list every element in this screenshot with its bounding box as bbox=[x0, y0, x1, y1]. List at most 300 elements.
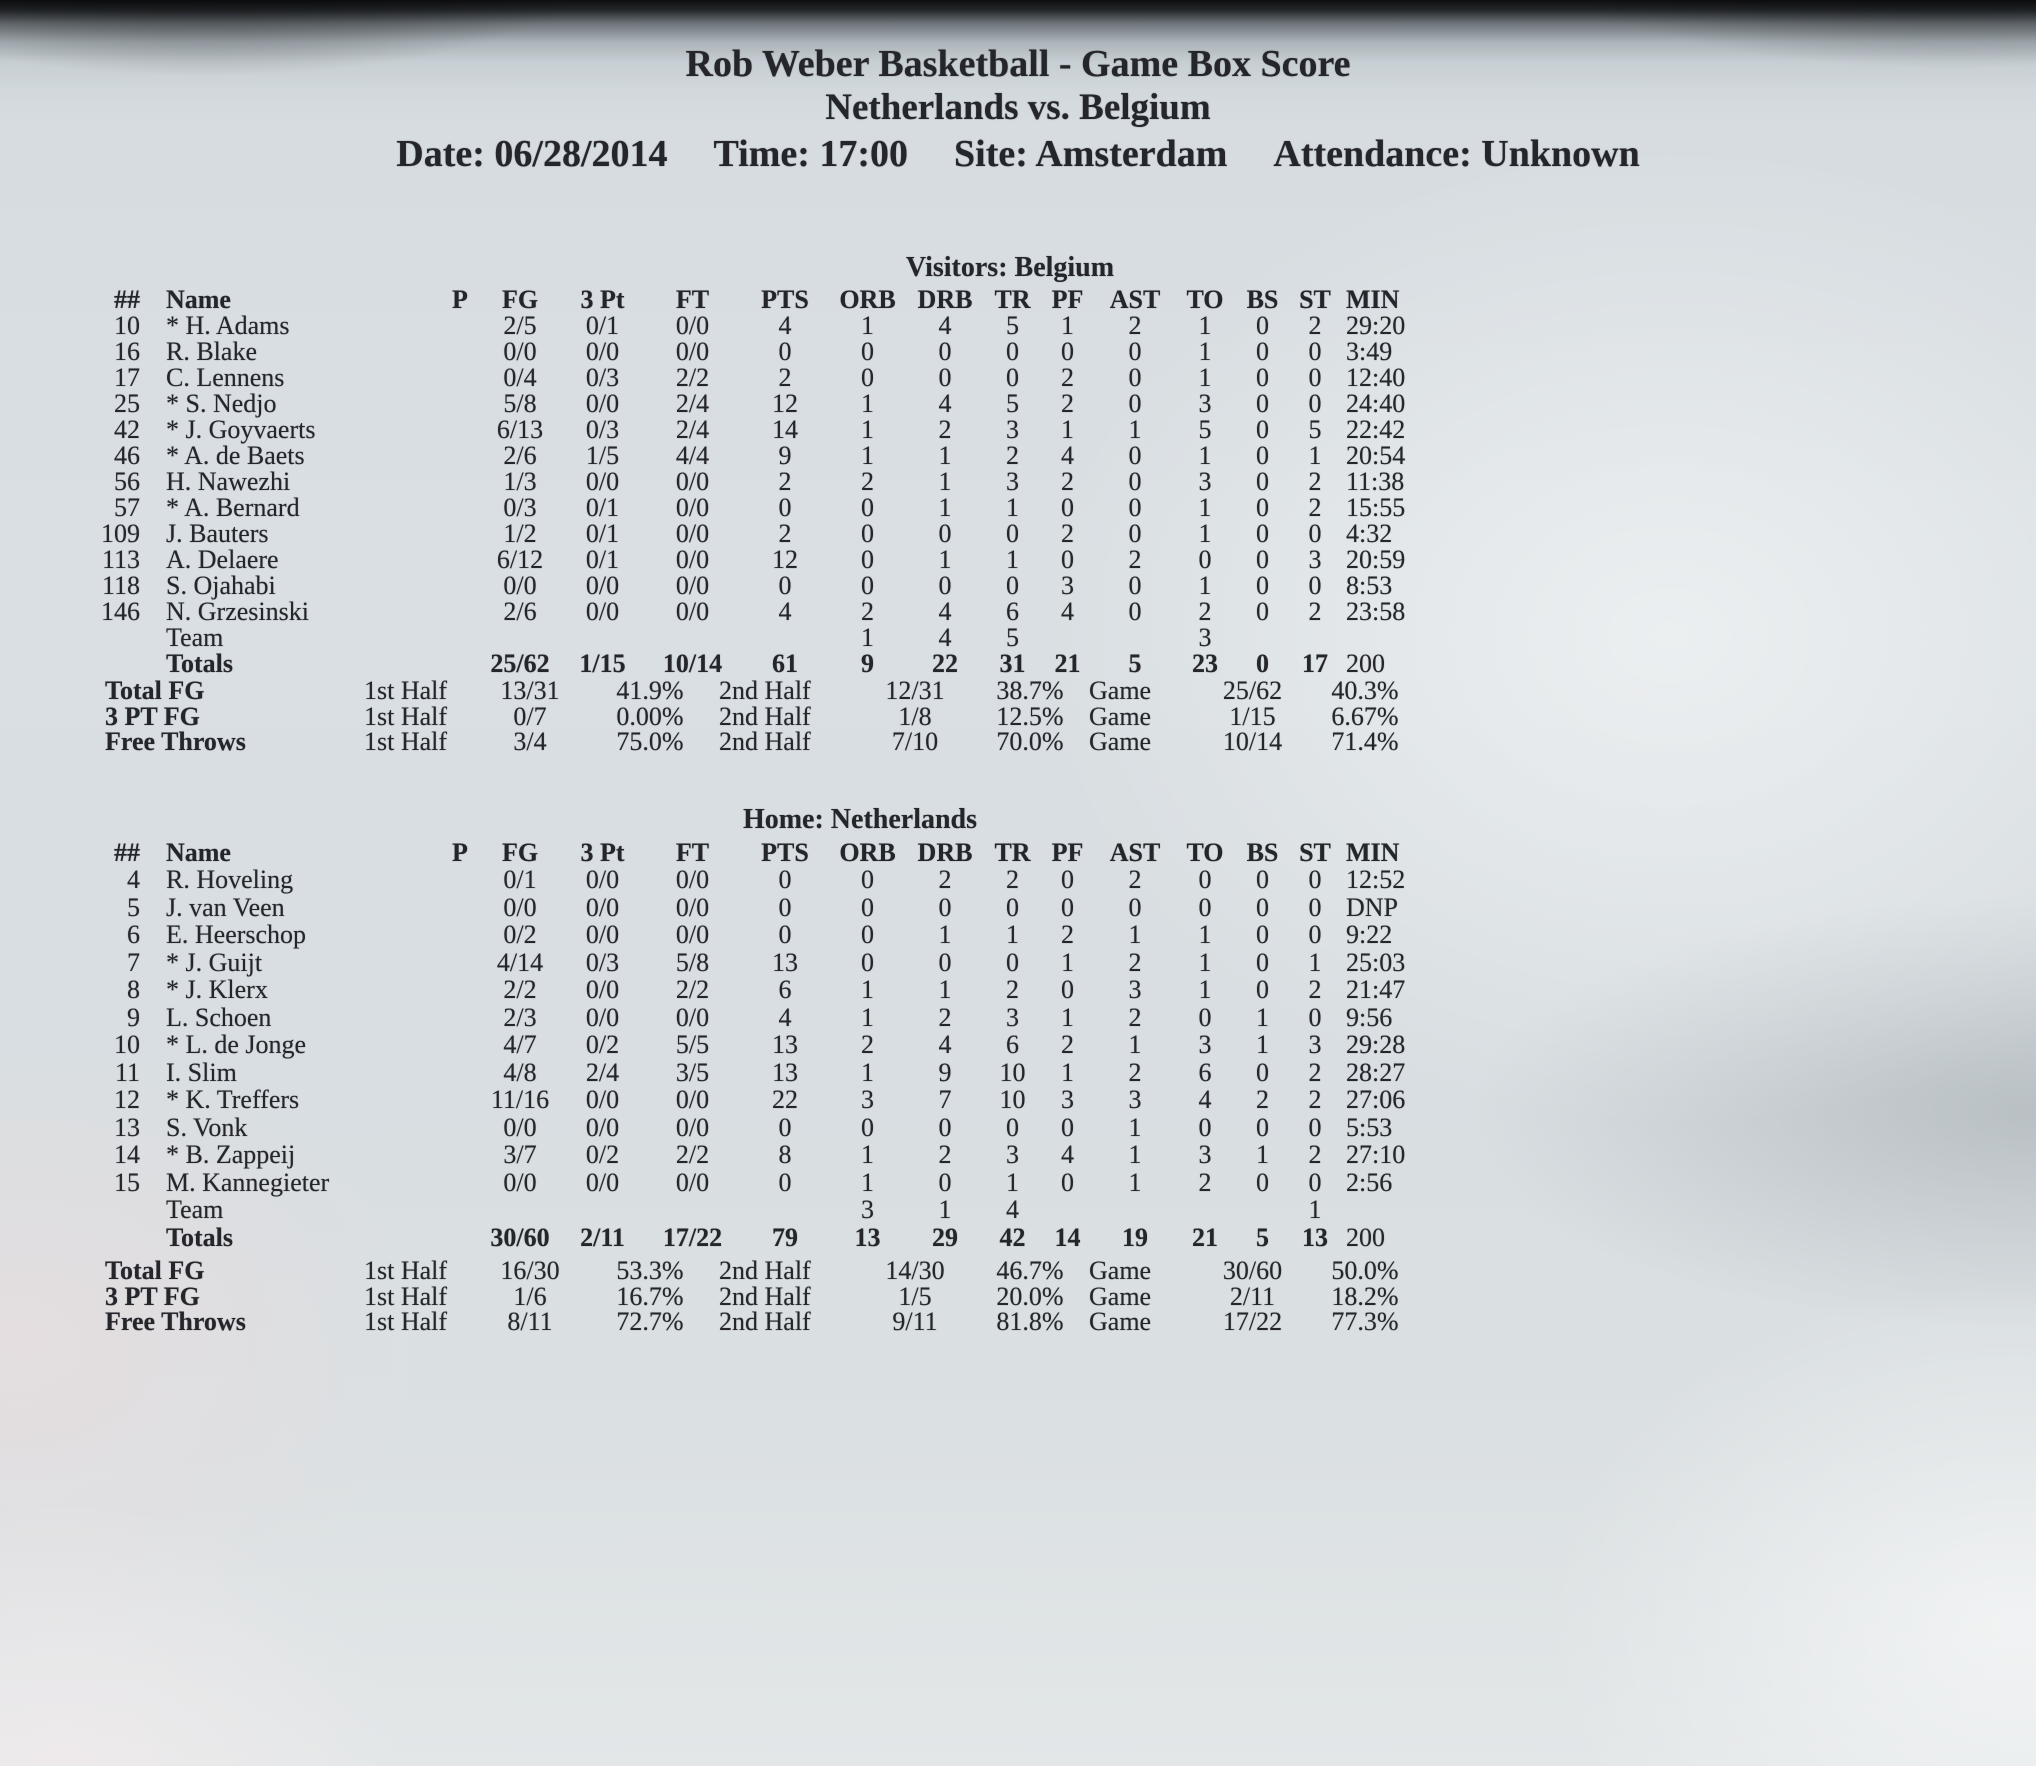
page-title: Rob Weber Basketball - Game Box Score bbox=[685, 43, 1351, 85]
stat-p bbox=[440, 521, 480, 547]
summary-second_half_pct: 81.8% bbox=[996, 1307, 1064, 1336]
stat-pf: 0 bbox=[1061, 1167, 1074, 1197]
stat-st: 1 bbox=[1308, 947, 1322, 977]
stat-orb: 1 bbox=[861, 1140, 874, 1169]
stat-p bbox=[440, 1031, 480, 1059]
col-header-st: ST bbox=[1299, 285, 1331, 314]
stat-min: 12:52 bbox=[1346, 865, 1406, 894]
stat-pts: 14 bbox=[772, 415, 798, 444]
player-name: M. Kannegieter bbox=[166, 1167, 330, 1197]
col-header-to: TO bbox=[1186, 285, 1224, 314]
summary-game_pct: 50.0% bbox=[1331, 1256, 1399, 1285]
team-stat-num bbox=[95, 625, 150, 651]
stat-fg: 2/2 bbox=[503, 975, 537, 1004]
summary-game_label: Game bbox=[1089, 1307, 1152, 1336]
total-stat-p bbox=[440, 1224, 480, 1252]
stat-min: 5:53 bbox=[1346, 1112, 1393, 1142]
stat-pts: 4 bbox=[778, 597, 792, 626]
team-stat-ast bbox=[1095, 625, 1175, 651]
stat-p bbox=[440, 894, 480, 922]
stat-bs: 0 bbox=[1256, 519, 1269, 548]
stat-pts: 2 bbox=[778, 363, 792, 392]
game-attendance: Attendance: Unknown bbox=[1273, 133, 1640, 175]
stat-orb: 1 bbox=[861, 311, 874, 340]
stat-p3: 2/4 bbox=[585, 1057, 620, 1087]
stat-to: 1 bbox=[1198, 311, 1212, 340]
stat-to: 3 bbox=[1198, 389, 1212, 418]
stat-min: 11:38 bbox=[1346, 467, 1405, 496]
stat-p bbox=[440, 391, 480, 417]
stat-ft: 2/2 bbox=[675, 975, 710, 1004]
player-row bbox=[95, 976, 1445, 1004]
stat-min: 22:42 bbox=[1346, 415, 1406, 444]
totals-row bbox=[95, 1224, 1445, 1252]
stat-p3: 0/0 bbox=[585, 1112, 620, 1142]
stat-drb: 2 bbox=[938, 1140, 952, 1169]
stat-pf: 0 bbox=[1061, 892, 1074, 922]
stat-to: 0 bbox=[1198, 865, 1212, 894]
stat-ft: 2/2 bbox=[675, 1140, 710, 1169]
total-stat-st: 17 bbox=[1302, 649, 1328, 678]
stat-fg: 4/7 bbox=[503, 1030, 537, 1059]
stat-tr: 5 bbox=[1006, 311, 1019, 340]
stat-to: 2 bbox=[1198, 597, 1212, 626]
stat-ast: 0 bbox=[1128, 571, 1142, 600]
stat-p bbox=[440, 1141, 480, 1169]
home-section bbox=[0, 805, 2036, 1335]
stat-pf: 2 bbox=[1061, 1030, 1074, 1059]
stat-bs: 0 bbox=[1256, 947, 1269, 977]
stat-ast: 1 bbox=[1128, 1112, 1142, 1142]
stat-drb: 0 bbox=[938, 1112, 952, 1142]
team-stat-bs bbox=[1235, 625, 1290, 651]
summary-second_half: 14/30 bbox=[885, 1256, 945, 1285]
stat-tr: 1 bbox=[1006, 920, 1019, 949]
stat-tr: 6 bbox=[1006, 1030, 1019, 1059]
player-name: N. Grzesinski bbox=[166, 597, 309, 626]
stat-p3: 0/0 bbox=[585, 975, 620, 1004]
stat-fg: 4/14 bbox=[496, 947, 544, 977]
stat-to: 1 bbox=[1198, 947, 1212, 977]
stat-pf: 2 bbox=[1061, 519, 1074, 548]
stat-p bbox=[440, 949, 480, 977]
player-row bbox=[95, 1004, 1445, 1032]
stat-st: 3 bbox=[1308, 1030, 1322, 1059]
team-stat-pts bbox=[740, 625, 830, 651]
stat-bs: 0 bbox=[1256, 920, 1269, 949]
stat-p3: 0/1 bbox=[585, 545, 620, 574]
stat-min: 23:58 bbox=[1346, 597, 1406, 626]
stat-st: 0 bbox=[1308, 363, 1322, 392]
stat-p bbox=[440, 1086, 480, 1114]
summary-label: 3 PT FG bbox=[105, 701, 200, 731]
summary-row bbox=[95, 729, 1420, 755]
col-header-p3: 3 Pt bbox=[580, 837, 625, 867]
total-stat-tr: 42 bbox=[999, 1222, 1026, 1252]
stat-st: 2 bbox=[1308, 311, 1322, 340]
totals-label: Totals bbox=[166, 1222, 233, 1252]
stat-fg: 4/8 bbox=[503, 1057, 537, 1087]
summary-label: Free Throws bbox=[105, 1307, 246, 1336]
team-stat-st bbox=[1290, 625, 1340, 651]
summary-row bbox=[95, 704, 1420, 730]
player-row bbox=[95, 599, 1445, 625]
stat-pts: 0 bbox=[778, 1167, 792, 1197]
home-section-title: Home: Netherlands bbox=[742, 803, 978, 835]
stat-bs: 0 bbox=[1256, 975, 1269, 1004]
total-stat-tr: 31 bbox=[999, 649, 1026, 678]
summary-second_half: 1/8 bbox=[898, 701, 932, 731]
stat-drb: 0 bbox=[938, 337, 952, 366]
col-header-pf: PF bbox=[1051, 285, 1084, 314]
team-stat-tr: 5 bbox=[1006, 623, 1019, 652]
total-stat-p3: 1/15 bbox=[579, 649, 626, 678]
stat-min: 20:59 bbox=[1346, 545, 1406, 574]
player-row bbox=[95, 313, 1445, 339]
col-header-to: TO bbox=[1186, 837, 1224, 867]
stat-pts: 0 bbox=[778, 1112, 792, 1142]
stat-to: 2 bbox=[1198, 1167, 1212, 1197]
col-header-st: ST bbox=[1299, 837, 1331, 867]
stat-ft: 0/0 bbox=[675, 1002, 710, 1032]
stat-to: 3 bbox=[1198, 1030, 1212, 1059]
player-number: 46 bbox=[114, 441, 140, 470]
stat-to: 1 bbox=[1198, 519, 1212, 548]
summary-second_half_label: 2nd Half bbox=[719, 1256, 811, 1285]
stat-tr: 3 bbox=[1006, 415, 1019, 444]
team-stat-ft bbox=[645, 1196, 740, 1224]
col-header-bs: BS bbox=[1246, 285, 1279, 314]
stat-p3: 0/0 bbox=[585, 597, 620, 626]
stat-p3: 0/3 bbox=[585, 363, 620, 392]
stat-pf: 2 bbox=[1061, 920, 1074, 949]
player-name: * A. de Baets bbox=[166, 441, 305, 470]
total-stat-ast: 5 bbox=[1128, 649, 1142, 678]
stat-orb: 1 bbox=[861, 389, 874, 418]
stat-bs: 0 bbox=[1256, 597, 1269, 626]
column-header-row bbox=[95, 839, 1445, 867]
stat-ft: 0/0 bbox=[675, 1085, 710, 1114]
team-stat-ft bbox=[645, 625, 740, 651]
stat-bs: 0 bbox=[1256, 1057, 1269, 1087]
team-stat-pf bbox=[1040, 625, 1095, 651]
col-header-fg: FG bbox=[501, 837, 539, 867]
summary-label: 3 PT FG bbox=[105, 1281, 200, 1311]
stat-ast: 2 bbox=[1128, 865, 1142, 894]
player-row bbox=[95, 443, 1445, 469]
total-stat-min: 200 bbox=[1346, 1222, 1385, 1252]
stat-fg: 0/4 bbox=[503, 363, 537, 392]
stat-fg: 2/3 bbox=[503, 1002, 537, 1032]
team-stat-to: 3 bbox=[1198, 623, 1212, 652]
stat-orb: 2 bbox=[861, 1030, 874, 1059]
player-name: S. Vonk bbox=[166, 1112, 248, 1142]
stat-pts: 13 bbox=[772, 1030, 798, 1059]
summary-first_half_pct: 0.00% bbox=[616, 701, 684, 731]
player-name: C. Lennens bbox=[166, 363, 285, 392]
stat-st: 2 bbox=[1308, 493, 1322, 522]
stat-drb: 1 bbox=[938, 975, 952, 1004]
stat-st: 1 bbox=[1308, 441, 1322, 470]
stat-orb: 0 bbox=[861, 947, 874, 977]
total-stat-bs: 5 bbox=[1256, 1222, 1269, 1252]
summary-second_half_pct: 20.0% bbox=[996, 1281, 1064, 1311]
player-row bbox=[95, 547, 1445, 573]
stat-fg: 0/1 bbox=[503, 865, 537, 894]
stat-ft: 2/4 bbox=[675, 415, 710, 444]
stat-bs: 0 bbox=[1256, 865, 1269, 894]
player-row bbox=[95, 339, 1445, 365]
player-number: 7 bbox=[127, 947, 140, 977]
player-row bbox=[95, 1114, 1445, 1142]
stat-orb: 0 bbox=[861, 337, 874, 366]
stat-ft: 0/0 bbox=[675, 493, 710, 522]
stat-min: 9:56 bbox=[1346, 1002, 1393, 1032]
stat-bs: 1 bbox=[1256, 1002, 1269, 1032]
summary-first_half_pct: 41.9% bbox=[616, 676, 684, 705]
col-header-orb: ORB bbox=[839, 837, 896, 867]
stat-to: 1 bbox=[1198, 441, 1212, 470]
stat-bs: 0 bbox=[1256, 441, 1269, 470]
player-name: * J. Guijt bbox=[166, 947, 263, 977]
player-row bbox=[95, 1059, 1445, 1087]
summary-game_label: Game bbox=[1089, 676, 1152, 705]
stat-ast: 1 bbox=[1128, 1030, 1142, 1059]
stat-bs: 0 bbox=[1256, 363, 1269, 392]
stat-pf: 0 bbox=[1061, 493, 1074, 522]
stat-min: 29:28 bbox=[1346, 1030, 1406, 1059]
stat-orb: 0 bbox=[861, 519, 874, 548]
stat-st: 0 bbox=[1308, 1002, 1322, 1032]
summary-game: 17/22 bbox=[1222, 1307, 1283, 1336]
player-row bbox=[95, 495, 1445, 521]
player-row bbox=[95, 1031, 1445, 1059]
player-number: 42 bbox=[114, 415, 140, 444]
col-header-ft: FT bbox=[675, 837, 710, 867]
col-header-pts: PTS bbox=[761, 285, 809, 314]
team-stat-orb: 3 bbox=[861, 1195, 874, 1224]
summary-second_half: 9/11 bbox=[892, 1307, 938, 1336]
stat-pts: 0 bbox=[778, 892, 792, 922]
stat-fg: 0/0 bbox=[503, 337, 537, 366]
team-row bbox=[95, 1196, 1445, 1224]
stat-pts: 13 bbox=[772, 1057, 798, 1087]
summary-first_half_label: 1st Half bbox=[364, 676, 448, 705]
total-stat-drb: 22 bbox=[932, 649, 958, 678]
col-header-pts: PTS bbox=[761, 837, 809, 867]
summary-first_half: 8/11 bbox=[507, 1307, 553, 1336]
col-header-drb: DRB bbox=[917, 837, 973, 867]
summary-game_label: Game bbox=[1089, 701, 1152, 731]
player-name: * A. Bernard bbox=[166, 493, 300, 522]
stat-ast: 1 bbox=[1128, 1167, 1142, 1197]
summary-label: Total FG bbox=[105, 676, 205, 705]
stat-pts: 8 bbox=[778, 1140, 792, 1169]
stat-pts: 22 bbox=[772, 1085, 798, 1114]
stat-pts: 0 bbox=[778, 493, 792, 522]
stat-st: 0 bbox=[1308, 865, 1322, 894]
stat-pf: 2 bbox=[1061, 467, 1074, 496]
summary-second_half: 12/31 bbox=[885, 676, 945, 705]
stat-min: 4:32 bbox=[1346, 519, 1393, 548]
team-stat-bs bbox=[1235, 1196, 1290, 1224]
team-stat-fg bbox=[480, 1196, 560, 1224]
stat-p bbox=[440, 921, 480, 949]
team-stat-pts bbox=[740, 1196, 830, 1224]
player-number: 14 bbox=[114, 1140, 140, 1169]
total-stat-p3: 2/11 bbox=[580, 1222, 625, 1252]
stat-pts: 0 bbox=[778, 865, 792, 894]
player-name: * H. Adams bbox=[166, 311, 290, 340]
stat-tr: 0 bbox=[1006, 892, 1019, 922]
stat-bs: 0 bbox=[1256, 545, 1269, 574]
player-row bbox=[95, 391, 1445, 417]
summary-second_half: 7/10 bbox=[891, 727, 939, 756]
stat-tr: 3 bbox=[1006, 1140, 1019, 1169]
stat-drb: 2 bbox=[938, 415, 952, 444]
stat-bs: 0 bbox=[1256, 389, 1269, 418]
stat-st: 2 bbox=[1308, 975, 1322, 1004]
player-name: R. Hoveling bbox=[166, 865, 294, 894]
player-name: S. Ojahabi bbox=[166, 571, 276, 600]
stat-pts: 9 bbox=[778, 441, 792, 470]
stat-to: 1 bbox=[1198, 920, 1212, 949]
player-number: 57 bbox=[114, 493, 140, 522]
player-name: L. Schoen bbox=[166, 1002, 272, 1032]
stat-min: 2:56 bbox=[1346, 1167, 1393, 1197]
stat-p3: 1/5 bbox=[585, 441, 620, 470]
stat-pts: 6 bbox=[778, 975, 792, 1004]
game-site: Site: Amsterdam bbox=[954, 133, 1228, 175]
player-row bbox=[95, 469, 1445, 495]
stat-tr: 0 bbox=[1006, 947, 1019, 977]
stat-fg: 2/5 bbox=[503, 311, 537, 340]
summary-game_pct: 71.4% bbox=[1331, 727, 1399, 756]
stat-tr: 3 bbox=[1006, 1002, 1019, 1032]
stat-p3: 0/0 bbox=[585, 892, 620, 922]
stat-pf: 3 bbox=[1061, 571, 1074, 600]
summary-first_half_pct: 16.7% bbox=[616, 1281, 684, 1311]
stat-ast: 2 bbox=[1128, 947, 1142, 977]
stat-p bbox=[440, 1169, 480, 1197]
player-name: I. Slim bbox=[166, 1057, 237, 1087]
stat-orb: 1 bbox=[861, 1057, 874, 1087]
summary-second_half_pct: 12.5% bbox=[996, 701, 1064, 731]
stat-p bbox=[440, 866, 480, 894]
stat-drb: 0 bbox=[938, 947, 952, 977]
stat-tr: 2 bbox=[1006, 441, 1019, 470]
stat-p3: 0/1 bbox=[585, 311, 620, 340]
stat-orb: 2 bbox=[861, 597, 874, 626]
stat-fg: 0/0 bbox=[503, 571, 537, 600]
stat-orb: 0 bbox=[861, 920, 874, 949]
team-stat-min bbox=[1340, 625, 1445, 651]
player-number: 12 bbox=[114, 1085, 140, 1114]
stat-pf: 0 bbox=[1061, 865, 1074, 894]
stat-st: 0 bbox=[1308, 519, 1322, 548]
stat-orb: 0 bbox=[861, 493, 874, 522]
stat-ft: 0/0 bbox=[675, 920, 710, 949]
stat-ast: 2 bbox=[1128, 311, 1142, 340]
stat-to: 0 bbox=[1198, 1002, 1212, 1032]
summary-first_half_label: 1st Half bbox=[364, 1256, 448, 1285]
team-stat-drb: 1 bbox=[938, 1195, 952, 1224]
col-header-name: Name bbox=[166, 285, 231, 314]
stat-p bbox=[440, 976, 480, 1004]
summary-first_half: 0/7 bbox=[513, 701, 547, 731]
stat-p3: 0/3 bbox=[585, 415, 620, 444]
stat-min: 12:40 bbox=[1346, 363, 1406, 392]
team-stat-p bbox=[440, 1196, 480, 1224]
summary-second_half_pct: 38.7% bbox=[996, 676, 1064, 705]
player-number: 15 bbox=[114, 1167, 140, 1197]
summary-second_half_label: 2nd Half bbox=[719, 1281, 811, 1311]
stat-drb: 0 bbox=[938, 363, 952, 392]
stat-pf: 2 bbox=[1061, 389, 1074, 418]
stat-p bbox=[440, 495, 480, 521]
stat-orb: 1 bbox=[861, 975, 874, 1004]
stat-min: 27:10 bbox=[1346, 1140, 1406, 1169]
stat-pf: 4 bbox=[1061, 1140, 1074, 1169]
stat-tr: 0 bbox=[1006, 363, 1019, 392]
stat-to: 1 bbox=[1198, 337, 1212, 366]
stat-drb: 4 bbox=[938, 597, 952, 626]
stat-p bbox=[440, 443, 480, 469]
player-number: 118 bbox=[101, 571, 140, 600]
summary-game: 10/14 bbox=[1222, 727, 1283, 756]
player-number: 109 bbox=[101, 519, 140, 548]
stat-pf: 1 bbox=[1061, 947, 1074, 977]
stat-ft: 0/0 bbox=[675, 1167, 710, 1197]
team-stat-p3 bbox=[560, 1196, 645, 1224]
stat-pts: 12 bbox=[772, 389, 798, 418]
stat-drb: 1 bbox=[938, 493, 952, 522]
stat-p3: 0/1 bbox=[585, 519, 620, 548]
player-number: 9 bbox=[127, 1002, 140, 1032]
summary-second_half_label: 2nd Half bbox=[719, 676, 811, 705]
stat-min: 9:22 bbox=[1346, 920, 1393, 949]
team-row bbox=[95, 625, 1445, 651]
stat-p bbox=[440, 417, 480, 443]
player-name: H. Nawezhi bbox=[166, 467, 291, 496]
total-stat-bs: 0 bbox=[1256, 649, 1269, 678]
stat-orb: 0 bbox=[861, 865, 874, 894]
stat-drb: 4 bbox=[938, 389, 952, 418]
stat-pf: 0 bbox=[1061, 337, 1074, 366]
summary-game_label: Game bbox=[1089, 1256, 1152, 1285]
stat-drb: 7 bbox=[938, 1085, 952, 1114]
stat-ast: 0 bbox=[1128, 597, 1142, 626]
stat-ast: 1 bbox=[1128, 1140, 1142, 1169]
summary-first_half_label: 1st Half bbox=[364, 701, 448, 731]
total-stat-fg: 30/60 bbox=[490, 1222, 550, 1252]
stat-pf: 3 bbox=[1061, 1085, 1074, 1114]
stat-fg: 6/13 bbox=[496, 415, 544, 444]
player-row bbox=[95, 365, 1445, 391]
stat-pf: 0 bbox=[1061, 545, 1074, 574]
col-header-drb: DRB bbox=[917, 285, 973, 314]
player-row bbox=[95, 894, 1445, 922]
stat-st: 0 bbox=[1308, 892, 1322, 922]
stat-ft: 0/0 bbox=[675, 597, 710, 626]
stat-pts: 0 bbox=[778, 571, 792, 600]
stat-p3: 0/1 bbox=[585, 493, 620, 522]
stat-fg: 5/8 bbox=[503, 389, 537, 418]
summary-game_label: Game bbox=[1089, 727, 1152, 756]
summary-label: Free Throws bbox=[105, 727, 246, 756]
stat-pts: 2 bbox=[778, 519, 792, 548]
col-header-ft: FT bbox=[675, 285, 710, 314]
